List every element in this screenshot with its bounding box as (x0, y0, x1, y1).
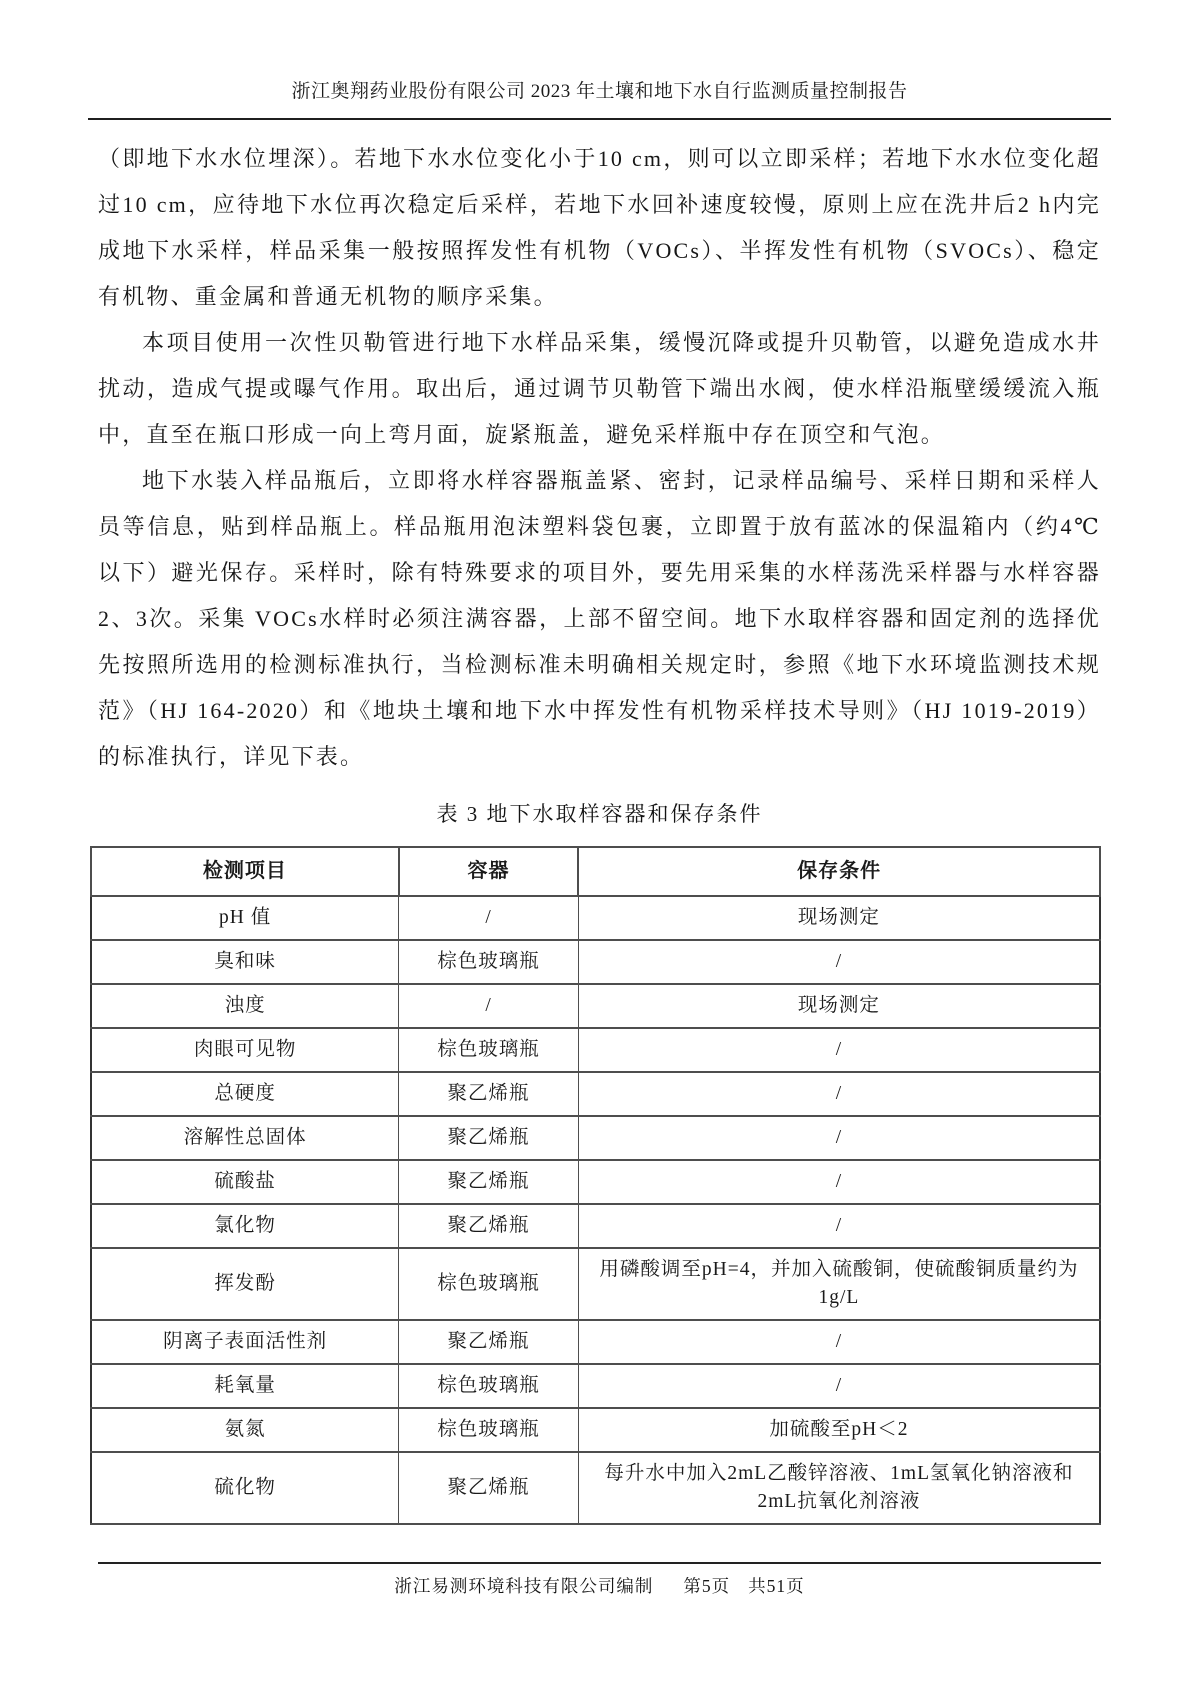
table-cell: / (578, 1320, 1100, 1364)
table-cell: / (399, 896, 579, 940)
table-cell: 耗氧量 (91, 1364, 399, 1408)
table-cell: 阴离子表面活性剂 (91, 1320, 399, 1364)
table-cell: 聚乙烯瓶 (399, 1116, 579, 1160)
table-cell: / (578, 1364, 1100, 1408)
table-body (91, 896, 1100, 1524)
table-cell: / (578, 940, 1100, 984)
table-row (91, 1072, 1100, 1116)
table-cell: 现场测定 (578, 984, 1100, 1028)
paragraph: 地下水装入样品瓶后，立即将水样容器瓶盖紧、密封，记录样品编号、采样日期和采样人员等信息，贴到样品瓶上。样品瓶用泡沫塑料袋包裹，立即置于放有蓝冰的保温箱内（约4℃以下）避光保存。采样时，除有特殊要求的项目外，要先用采集的水样荡洗采样器与水样容器2、3次。采集 VOCs水样时必须注满容器，上部不留空间。地下水取样容器和固定剂的选择优先按照所选用的检测标准执行，当检测标准未明确相关规定时，参照《地下水环境监测技术规范》（HJ 164-2020）和《地块土壤和地下水中挥发性有机物采样技术导则》（HJ 1019-2019）的标准执行，详见下表。 (98, 468, 1101, 769)
table-cell: 聚乙烯瓶 (399, 1072, 579, 1116)
table-cell: 棕色玻璃瓶 (399, 1364, 579, 1408)
table-header-cell: 保存条件 (578, 847, 1100, 896)
table-cell: / (578, 1116, 1100, 1160)
table-row (91, 896, 1100, 940)
footer-total-pages: 共51页 (748, 1576, 805, 1596)
table-cell: 聚乙烯瓶 (399, 1204, 579, 1248)
table-cell: 浊度 (91, 984, 399, 1028)
table-cell: / (578, 1160, 1100, 1204)
table-cell: 聚乙烯瓶 (399, 1452, 579, 1524)
table-cell: 臭和味 (91, 940, 399, 984)
table-cell: 溶解性总固体 (91, 1116, 399, 1160)
table-cell: 聚乙烯瓶 (399, 1160, 579, 1204)
table-row (91, 984, 1100, 1028)
paragraph: （即地下水水位埋深）。若地下水水位变化小于10 cm，则可以立即采样；若地下水水位变化超过10 cm，应待地下水位再次稳定后采样，若地下水回补速度较慢，原则上应在洗井后2 h内完成地下水采样，样品采集一般按照挥发性有机物（VOCs）、半挥发性有机物（SVOCs）、稳定有机物、重金属和普通无机物的顺序采集。 (98, 146, 1101, 309)
table-header-cell: 检测项目 (91, 847, 399, 896)
table-cell: 棕色玻璃瓶 (399, 940, 579, 984)
table-cell: / (399, 984, 579, 1028)
table-row (91, 940, 1100, 984)
table-cell: 棕色玻璃瓶 (399, 1028, 579, 1072)
table-cell: 棕色玻璃瓶 (399, 1408, 579, 1452)
table-cell: 现场测定 (578, 896, 1100, 940)
table-header-cell: 容器 (399, 847, 579, 896)
table-row (91, 1204, 1100, 1248)
table-cell: / (578, 1204, 1100, 1248)
page-footer (98, 1562, 1101, 1598)
sampling-container-table (90, 846, 1101, 1525)
table-row (91, 1248, 1100, 1320)
table-row (91, 1116, 1100, 1160)
table-cell: 总硬度 (91, 1072, 399, 1116)
table-cell: 每升水中加入2mL乙酸锌溶液、1mL氢氧化钠溶液和2mL抗氧化剂溶液 (578, 1452, 1100, 1524)
table-title: 表 3 地下水取样容器和保存条件 (436, 802, 763, 826)
table-cell: 氨氮 (91, 1408, 399, 1452)
table-cell: 氯化物 (91, 1204, 399, 1248)
table-cell: 加硫酸至pH＜2 (578, 1408, 1100, 1452)
table-row (91, 1028, 1100, 1072)
table-row (91, 1160, 1100, 1204)
table-cell: / (578, 1072, 1100, 1116)
table-cell: 用磷酸调至pH=4，并加入硫酸铜，使硫酸铜质量约为1g/L (578, 1248, 1100, 1320)
table-cell: 肉眼可见物 (91, 1028, 399, 1072)
table-row (91, 1364, 1100, 1408)
table-header-row (91, 847, 1100, 896)
table-row (91, 1408, 1100, 1452)
table-row (91, 1452, 1100, 1524)
body-paragraphs (98, 136, 1101, 780)
table-cell: 聚乙烯瓶 (399, 1320, 579, 1364)
paragraph: 本项目使用一次性贝勒管进行地下水样品采集，缓慢沉降或提升贝勒管，以避免造成水井扰动，造成气提或曝气作用。取出后，通过调节贝勒管下端出水阀，使水样沿瓶壁缓缓流入瓶中，直至在瓶口形成一向上弯月面，旋紧瓶盖，避免采样瓶中存在顶空和气泡。 (98, 330, 1101, 447)
table-cell: 硫化物 (91, 1452, 399, 1524)
table-cell: 挥发酚 (91, 1248, 399, 1320)
table-cell: / (578, 1028, 1100, 1072)
table-cell: pH 值 (91, 896, 399, 940)
footer-page-number: 第5页 (683, 1576, 731, 1596)
table-row (91, 1320, 1100, 1364)
page-header-title: 浙江奥翔药业股份有限公司 2023 年土壤和地下水自行监测质量控制报告 (88, 80, 1111, 120)
table-cell: 硫酸盐 (91, 1160, 399, 1204)
footer-publisher: 浙江易测环境科技有限公司编制 (394, 1576, 654, 1596)
table-cell: 棕色玻璃瓶 (399, 1248, 579, 1320)
